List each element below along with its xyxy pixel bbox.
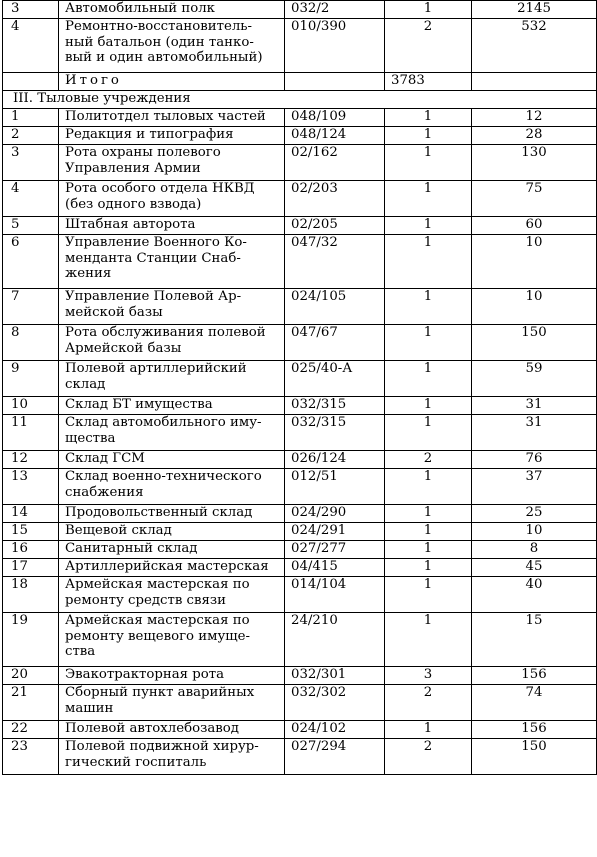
staff-code: 24/210	[285, 613, 385, 667]
section-row	[3, 91, 597, 109]
staff-code: 02/162	[285, 145, 385, 181]
table-row	[3, 19, 597, 73]
unit-name: Склад военно-технического снабжения	[59, 469, 285, 505]
staff-code: 02/205	[285, 217, 385, 235]
row-number: 8	[3, 325, 59, 361]
unit-name: Рота особого отдела НКВД (без одного взвода)	[59, 181, 285, 217]
personnel-count: 37	[472, 469, 597, 505]
row-number: 20	[3, 667, 59, 685]
row-number: 5	[3, 217, 59, 235]
unit-name: Рота охраны полевого Управления Армии	[59, 145, 285, 181]
unit-count: 1	[385, 523, 472, 541]
personnel-count: 10	[472, 289, 597, 325]
table-row	[3, 721, 597, 739]
row-number: 9	[3, 361, 59, 397]
row-number: 16	[3, 541, 59, 559]
unit-count: 2	[385, 451, 472, 469]
personnel-count: 40	[472, 577, 597, 613]
unit-name: Продовольственный склад	[59, 505, 285, 523]
personnel-count: 15	[472, 613, 597, 667]
table-row	[3, 667, 597, 685]
staff-code: 032/315	[285, 415, 385, 451]
staff-code: 026/124	[285, 451, 385, 469]
unit-name: Автомобильный полк	[59, 1, 285, 19]
unit-count: 2	[385, 685, 472, 721]
staff-code: 032/301	[285, 667, 385, 685]
unit-count: 1	[385, 181, 472, 217]
row-number: 13	[3, 469, 59, 505]
personnel-count: 156	[472, 721, 597, 739]
staff-code: 024/291	[285, 523, 385, 541]
unit-count: 1	[385, 235, 472, 289]
personnel-count: 75	[472, 181, 597, 217]
row-number: 4	[3, 19, 59, 73]
personnel-count: 532	[472, 19, 597, 73]
unit-name: Рота обслуживания полевой Армейской базы	[59, 325, 285, 361]
unit-name: Полевой артиллерийский склад	[59, 361, 285, 397]
table-row	[3, 505, 597, 523]
unit-name: Сборный пункт аварийных машин	[59, 685, 285, 721]
row-number: 12	[3, 451, 59, 469]
staff-code: 024/105	[285, 289, 385, 325]
row-number: 3	[3, 145, 59, 181]
units-table-body	[3, 1, 597, 775]
table-row	[3, 451, 597, 469]
total-empty-cell	[472, 73, 597, 91]
total-empty-cell	[3, 73, 59, 91]
row-number: 18	[3, 577, 59, 613]
table-row	[3, 235, 597, 289]
table-row	[3, 181, 597, 217]
table-row	[3, 577, 597, 613]
staff-code: 024/102	[285, 721, 385, 739]
unit-name: Полевой автохлебозавод	[59, 721, 285, 739]
unit-name: Полевой подвижной хирур- гический госпиталь	[59, 739, 285, 775]
staff-code: 047/32	[285, 235, 385, 289]
row-number: 2	[3, 127, 59, 145]
row-number: 3	[3, 1, 59, 19]
total-value: 3783	[385, 73, 472, 91]
unit-count: 1	[385, 469, 472, 505]
personnel-count: 130	[472, 145, 597, 181]
row-number: 23	[3, 739, 59, 775]
personnel-count: 25	[472, 505, 597, 523]
unit-name: Штабная авторота	[59, 217, 285, 235]
staff-code: 027/277	[285, 541, 385, 559]
table-row	[3, 217, 597, 235]
row-number: 17	[3, 559, 59, 577]
table-row	[3, 469, 597, 505]
table-row	[3, 613, 597, 667]
unit-name: Склад БТ имущества	[59, 397, 285, 415]
table-row	[3, 397, 597, 415]
staff-code: 027/294	[285, 739, 385, 775]
unit-name: Склад автомобильного иму- щества	[59, 415, 285, 451]
row-number: 6	[3, 235, 59, 289]
personnel-count: 31	[472, 415, 597, 451]
unit-count: 1	[385, 397, 472, 415]
units-table	[2, 0, 597, 775]
table-row	[3, 541, 597, 559]
personnel-count: 10	[472, 235, 597, 289]
unit-count: 1	[385, 109, 472, 127]
unit-count: 1	[385, 145, 472, 181]
row-number: 4	[3, 181, 59, 217]
row-number: 1	[3, 109, 59, 127]
table-row	[3, 325, 597, 361]
unit-count: 1	[385, 721, 472, 739]
personnel-count: 2145	[472, 1, 597, 19]
unit-count: 1	[385, 541, 472, 559]
unit-count: 1	[385, 127, 472, 145]
unit-count: 1	[385, 577, 472, 613]
staff-code: 025/40-А	[285, 361, 385, 397]
unit-name: Армейская мастерская по ремонту вещевого имуще- ства	[59, 613, 285, 667]
table-row	[3, 1, 597, 19]
total-label: Итого	[59, 73, 285, 91]
table-row	[3, 685, 597, 721]
unit-count: 3	[385, 667, 472, 685]
personnel-count: 59	[472, 361, 597, 397]
unit-name: Управление Полевой Ар- мейской базы	[59, 289, 285, 325]
row-number: 14	[3, 505, 59, 523]
unit-name: Склад ГСМ	[59, 451, 285, 469]
staff-code: 047/67	[285, 325, 385, 361]
unit-count: 1	[385, 415, 472, 451]
staff-code: 032/315	[285, 397, 385, 415]
personnel-count: 10	[472, 523, 597, 541]
row-number: 11	[3, 415, 59, 451]
unit-name: Управление Военного Ко- менданта Станции Снаб- жения	[59, 235, 285, 289]
personnel-count: 8	[472, 541, 597, 559]
table-row	[3, 127, 597, 145]
unit-name: Вещевой склад	[59, 523, 285, 541]
personnel-count: 150	[472, 325, 597, 361]
unit-count: 2	[385, 19, 472, 73]
unit-name: Редакция и типография	[59, 127, 285, 145]
unit-count: 1	[385, 1, 472, 19]
unit-count: 1	[385, 289, 472, 325]
table-row	[3, 739, 597, 775]
row-number: 19	[3, 613, 59, 667]
unit-name: Армейская мастерская по ремонту средств связи	[59, 577, 285, 613]
staff-code: 032/2	[285, 1, 385, 19]
staff-code: 032/302	[285, 685, 385, 721]
row-number: 22	[3, 721, 59, 739]
row-number: 10	[3, 397, 59, 415]
personnel-count: 60	[472, 217, 597, 235]
unit-name: Артиллерийская мастерская	[59, 559, 285, 577]
personnel-count: 31	[472, 397, 597, 415]
unit-count: 1	[385, 505, 472, 523]
unit-count: 1	[385, 361, 472, 397]
personnel-count: 45	[472, 559, 597, 577]
personnel-count: 74	[472, 685, 597, 721]
staff-code: 014/104	[285, 577, 385, 613]
row-number: 7	[3, 289, 59, 325]
personnel-count: 76	[472, 451, 597, 469]
staff-code: 024/290	[285, 505, 385, 523]
table-row	[3, 361, 597, 397]
staff-code: 04/415	[285, 559, 385, 577]
personnel-count: 28	[472, 127, 597, 145]
staff-code: 048/124	[285, 127, 385, 145]
staff-code: 012/51	[285, 469, 385, 505]
total-empty-cell	[285, 73, 385, 91]
unit-count: 1	[385, 217, 472, 235]
unit-name: Политотдел тыловых частей	[59, 109, 285, 127]
table-row	[3, 109, 597, 127]
unit-count: 2	[385, 739, 472, 775]
personnel-count: 150	[472, 739, 597, 775]
table-row	[3, 289, 597, 325]
staff-code: 048/109	[285, 109, 385, 127]
unit-name: Ремонтно-восстановитель- ный батальон (один танко- вый и один автомобильный)	[59, 19, 285, 73]
unit-name: Эвакотракторная рота	[59, 667, 285, 685]
unit-count: 1	[385, 613, 472, 667]
section-title: III. Тыловые учреждения	[3, 91, 597, 109]
unit-name: Санитарный склад	[59, 541, 285, 559]
total-row	[3, 73, 597, 91]
table-row	[3, 145, 597, 181]
personnel-count: 156	[472, 667, 597, 685]
table-row	[3, 559, 597, 577]
unit-count: 1	[385, 325, 472, 361]
table-row	[3, 415, 597, 451]
row-number: 21	[3, 685, 59, 721]
staff-code: 010/390	[285, 19, 385, 73]
row-number: 15	[3, 523, 59, 541]
personnel-count: 12	[472, 109, 597, 127]
table-row	[3, 523, 597, 541]
unit-count: 1	[385, 559, 472, 577]
staff-code: 02/203	[285, 181, 385, 217]
